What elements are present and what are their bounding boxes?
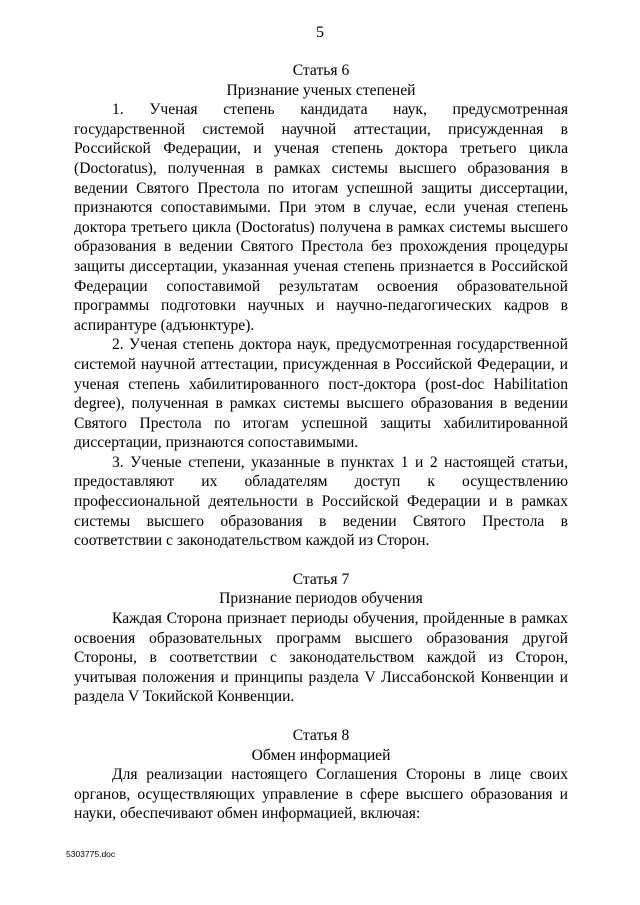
article-8-number: Статья 8: [292, 727, 350, 744]
section-spacer: [74, 707, 568, 726]
article-8-paragraph-1: Для реализации настоящего Соглашения Стороны в лице своих органов, осуществляющих управление в сфере высшего образования и науки, обеспечивают обмен информацией, включая:: [74, 766, 568, 823]
article-7-paragraph-1: Каждая Сторона признает периоды обучения, пройденные в рамках освоения образовательных программ высшего образования другой Стороны, в соответствии с законодательством каждой из Сторон, учитывая положения и принципы раздела V Лиссабонской Конвенции и раздела V Токийской Конвенции.: [74, 610, 568, 706]
document-body: [74, 61, 568, 824]
article-7-number: Статья 7: [292, 570, 350, 588]
article-6-heading-block: [74, 61, 568, 100]
article-8-heading-block: [74, 726, 568, 765]
article-6-number: Статья 6: [292, 62, 350, 79]
document-file-code: 5303775.doc: [66, 849, 116, 859]
article-7-title: Признание периодов обучения: [219, 590, 423, 608]
article-6-title: Признание ученых степеней: [226, 81, 416, 99]
section-spacer: [74, 551, 568, 570]
article-6-paragraph-1: 1. Ученая степень кандидата наук, предусмотренная государственной системой научной аттестации, присужденная в Российской Федерации, и ученая степень доктора третьего цикла (Doctoratus), полученная в рамках системы высшего образования в ведении Святого Престола по итогам успешной защиты диссертации, признаются сопоставимыми. При этом в случае, если ученая степень доктора третьего цикла (Doctoratus) получена в рамках системы высшего образования в ведении Святого Престола без прохождения процедуры защиты диссертации, указанная ученая степень признается в Российской Федерации сопоставимой результатам освоения образовательной программы подготовки научных и научно-педагогических кадров в аспирантуре (адъюнктуре).: [74, 101, 568, 334]
article-7-heading-block: [74, 570, 568, 609]
article-6-paragraph-3: 3. Ученые степени, указанные в пунктах 1 и 2 настоящей статьи, предоставляют их обладателям доступ к осуществлению профессиональной деятельности в Российской Федерации и в рамках системы высшего образования в ведении Святого Престола в соответствии с законодательством каждой из Сторон.: [74, 453, 568, 550]
article-8-title: Обмен информацией: [251, 746, 391, 764]
article-6-paragraph-2: 2. Ученая степень доктора наук, предусмотренная государственной системой научной аттестации, присужденная в Российской Федерации, и ученая степень хабилитированного пост-доктора (post-doc Habilitation degree), полученная в рамках системы высшего образования в ведении Святого Престола по итогам успешной защиты хабилитированной диссертации, признаются сопоставимыми.: [74, 336, 568, 452]
page-number: 5: [316, 24, 324, 41]
